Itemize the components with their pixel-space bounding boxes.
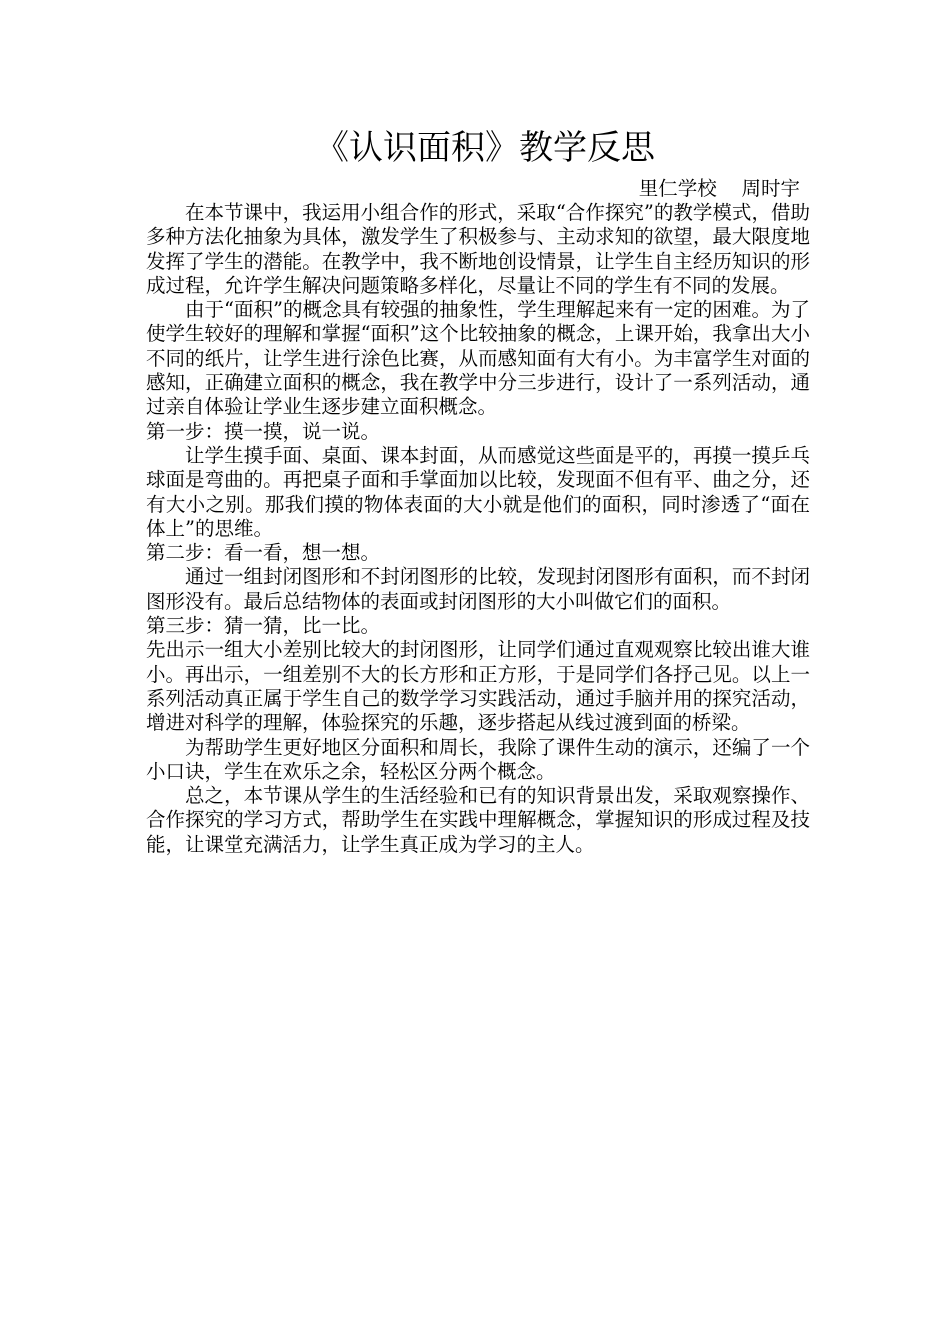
paragraph-intro: 在本节课中，我运用小组合作的形式，采取“合作探究”的教学模式，借助多种方法化抽象为具体，激发学生了积极参与、主动求知的欲望，最大限度地发挥了学生的潜能。在教学中，我不断地创设情景，让学生自主经历知识的形成过程，允许学生解决问题策略多样化，尽量让不同的学生有不同的发展。 xyxy=(146,201,810,297)
author-byline: 里仁学校 周时宇 xyxy=(638,177,800,200)
paragraph-mnemonic: 为帮助学生更好地区分面积和周长，我除了课件生动的演示，还编了一个小口诀，学生在欢乐之余，轻松区分两个概念。 xyxy=(146,735,810,783)
step-one-heading: 第一步：摸一摸，说一说。 xyxy=(146,419,381,443)
document-page xyxy=(146,120,810,857)
step-two-heading: 第二步：看一看，想一想。 xyxy=(146,541,381,565)
paragraph-step-three: 先出示一组大小差别比较大的封闭图形，让同学们通过直观观察比较出谁大谁小。再出示，一组差别不大的长方形和正方形，于是同学们各抒己见。以上一系列活动真正属于学生自己的数学学习实践活动，通过手脑并用的探究活动，增进对科学的理解，体验探究的乐趣，逐步搭起从线过渡到面的桥梁。 xyxy=(146,638,810,735)
paragraph-step-two: 通过一组封闭图形和不封闭图形的比较，发现封闭图形有面积，而不封闭图形没有。最后总结物体的表面或封闭图形的大小叫做它们的面积。 xyxy=(146,565,810,613)
paragraph-step-one: 让学生摸手面、桌面、课本封面，从而感觉这些面是平的，再摸一摸乒乓球面是弯曲的。再把桌子面和手掌面加以比较，发现面不但有平、曲之分，还有大小之别。那我们摸的物体表面的大小就是他们的面积，同时渗透了“面在体上”的思维。 xyxy=(146,443,810,540)
paragraph-concept: 由于“面积”的概念具有较强的抽象性，学生理解起来有一定的困难。为了使学生较好的理解和掌握“面积”这个比较抽象的概念，上课开始，我拿出大小不同的纸片，让学生进行涂色比赛，从而感知面有大有小。为丰富学生对面的感知，正确建立面积的概念，我在教学中分三步进行，设计了一系列活动，通过亲自体验让学业生逐步建立面积概念。 xyxy=(146,298,810,419)
document-title: 《认识面积》教学反思 xyxy=(315,128,655,168)
paragraph-summary: 总之，本节课从学生的生活经验和已有的知识背景出发，采取观察操作、合作探究的学习方式，帮助学生在实践中理解概念，掌握知识的形成过程及技能，让课堂充满活力，让学生真正成为学习的主人。 xyxy=(146,784,810,856)
document-body xyxy=(146,201,810,857)
step-three-heading: 第三步：猜一猜，比一比。 xyxy=(146,614,381,638)
